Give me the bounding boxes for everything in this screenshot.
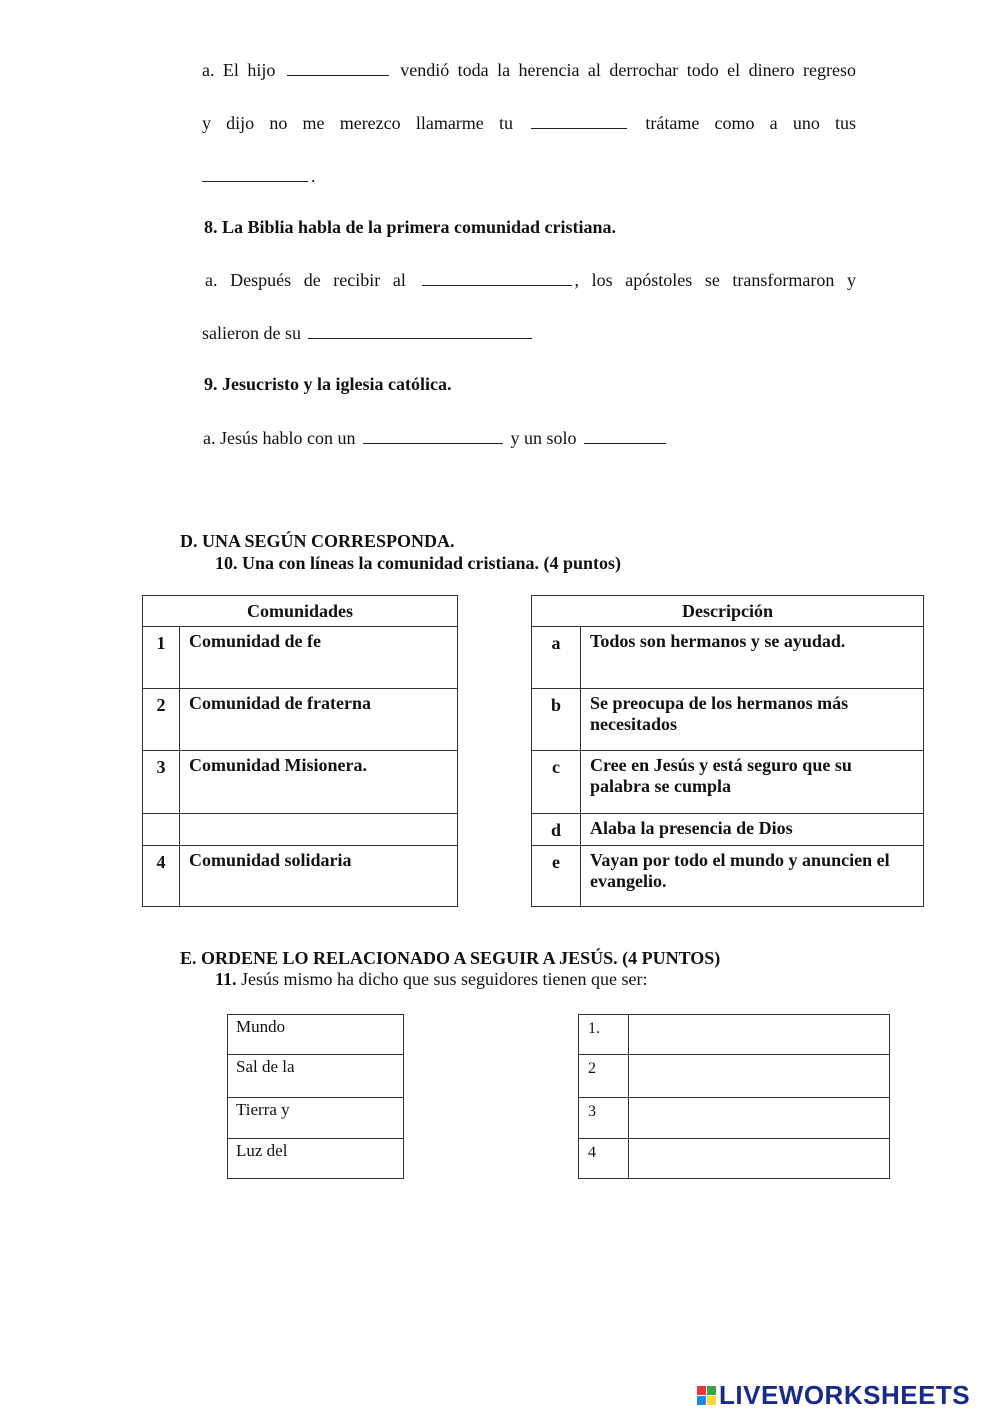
description-letter: a (532, 627, 581, 689)
q8-line-1 (205, 270, 856, 291)
description-text[interactable]: Vayan por todo el mundo y anuncien el evangelio. (581, 846, 924, 907)
table-row (228, 1098, 404, 1139)
q8-text-1a: a. Después de recibir al (205, 270, 406, 290)
communities-table (142, 595, 458, 907)
table-row (143, 627, 458, 689)
q7-line-3 (202, 166, 316, 187)
table-row (228, 1015, 404, 1055)
community-number: 4 (143, 846, 180, 907)
q7-blank-2[interactable] (531, 114, 627, 129)
q8-blank-1[interactable] (422, 271, 572, 286)
answer-slot[interactable] (629, 1015, 890, 1055)
community-name[interactable]: Comunidad solidaria (180, 846, 458, 907)
q7-text-1a: a. El hijo (202, 60, 276, 80)
table-row (532, 814, 924, 846)
table-row (532, 627, 924, 689)
table-row (532, 846, 924, 907)
section-d-heading: D. UNA SEGÚN CORRESPONDA. (180, 531, 455, 551)
description-letter: c (532, 751, 581, 814)
description-letter: b (532, 689, 581, 751)
table-row (532, 751, 924, 814)
table-row (143, 689, 458, 751)
q8-line-2 (202, 323, 535, 344)
community-number: 1 (143, 627, 180, 689)
q9-text-1a: a. Jesús hablo con un (203, 428, 356, 448)
liveworksheets-logo-icon (697, 1386, 716, 1405)
q7-text-1b: vendió toda la herencia al derrochar todo el dinero regreso (400, 60, 856, 80)
q9-line-1 (203, 428, 669, 449)
community-number: 2 (143, 689, 180, 751)
section-d-subheading: 10. Una con líneas la comunidad cristiana. (4 puntos) (215, 553, 622, 573)
word-item[interactable]: Tierra y (228, 1098, 404, 1139)
section-e-sub-number: 11. (215, 969, 237, 989)
q9-text-1b: y un solo (510, 428, 577, 448)
table-row (579, 1055, 890, 1098)
descriptions-table (531, 595, 924, 907)
section-e-sub-text: Jesús mismo ha dicho que sus seguidores tienen que ser: (236, 969, 648, 989)
logo-square (697, 1386, 706, 1395)
table-row (228, 1055, 404, 1098)
description-text[interactable]: Se preocupa de los hermanos más necesitados (581, 689, 924, 751)
answer-number: 3 (579, 1098, 629, 1139)
community-name[interactable]: Comunidad de fraterna (180, 689, 458, 751)
answer-slot[interactable] (629, 1055, 890, 1098)
answer-slot[interactable] (629, 1098, 890, 1139)
description-text[interactable]: Cree en Jesús y está seguro que su palabra se cumpla (581, 751, 924, 814)
community-number: 3 (143, 751, 180, 814)
word-item[interactable]: Mundo (228, 1015, 404, 1055)
section-e-heading: E. ORDENE LO RELACIONADO A SEGUIR A JESÚS. (4 PUNTOS) (180, 948, 721, 968)
table-row (143, 751, 458, 814)
table-row (532, 689, 924, 751)
answer-slot[interactable] (629, 1139, 890, 1179)
q8-text-1b: , los apóstoles se transformaron y (574, 270, 857, 290)
community-name[interactable]: Comunidad de fe (180, 627, 458, 689)
descriptions-header: Descripción (532, 596, 924, 627)
communities-header: Comunidades (143, 596, 458, 627)
table-row (228, 1139, 404, 1179)
table-row (143, 814, 458, 846)
liveworksheets-logo (697, 1380, 970, 1410)
q7-blank-1[interactable] (287, 61, 389, 76)
table-row (579, 1098, 890, 1139)
section-e-subheading (215, 969, 647, 990)
logo-square (707, 1386, 716, 1395)
table-row (579, 1139, 890, 1179)
q7-line-1 (202, 60, 856, 81)
table-row (143, 846, 458, 907)
q7-text-2b: trátame como a uno tus (645, 113, 857, 133)
table-row (579, 1015, 890, 1055)
word-item[interactable]: Sal de la (228, 1055, 404, 1098)
q7-blank-3[interactable] (202, 167, 308, 182)
description-text[interactable]: Todos son hermanos y se ayudad. (581, 627, 924, 689)
answer-number: 4 (579, 1139, 629, 1179)
communities-header-row (143, 596, 458, 627)
logo-text: LIVEWORKSHEETS (719, 1379, 971, 1410)
descriptions-header-row (532, 596, 924, 627)
q9-blank-1[interactable] (363, 429, 503, 444)
q9-title: 9. Jesucristo y la iglesia católica. (204, 374, 452, 394)
q8-text-2a: salieron de su (202, 323, 301, 343)
q7-text-2a: y dijo no me merezco llamarme tu (202, 113, 513, 133)
q9-blank-2[interactable] (584, 429, 666, 444)
description-letter: d (532, 814, 581, 846)
community-name[interactable]: Comunidad Misionera. (180, 751, 458, 814)
answer-number: 2 (579, 1055, 629, 1098)
q8-blank-2[interactable] (308, 324, 532, 339)
words-table (227, 1014, 404, 1179)
community-number (143, 814, 180, 846)
community-name (180, 814, 458, 846)
description-letter: e (532, 846, 581, 907)
q7-line-2 (202, 113, 856, 134)
word-item[interactable]: Luz del (228, 1139, 404, 1179)
logo-square (697, 1396, 706, 1405)
logo-square (707, 1396, 716, 1405)
answer-number: 1. (579, 1015, 629, 1055)
q7-text-3: . (311, 166, 316, 186)
order-answer-table (578, 1014, 890, 1179)
description-text[interactable]: Alaba la presencia de Dios (581, 814, 924, 846)
q8-title: 8. La Biblia habla de la primera comunidad cristiana. (204, 217, 617, 237)
